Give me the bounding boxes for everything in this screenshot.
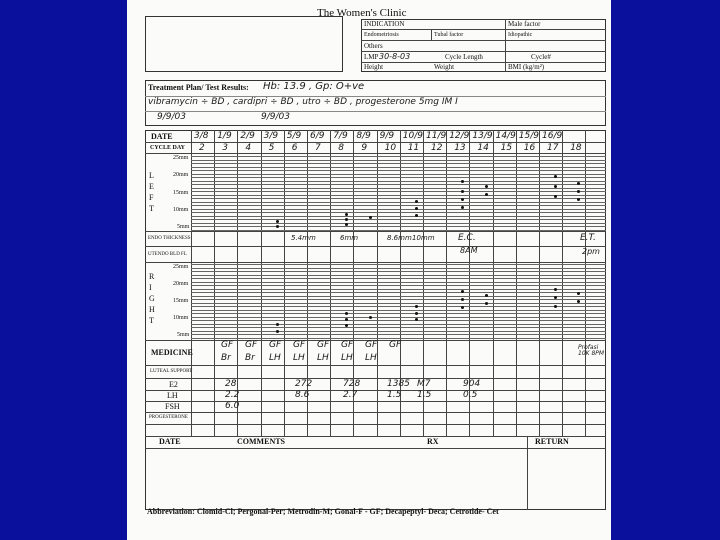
- medicine-top-cell: GF: [269, 340, 282, 350]
- treatment-line-3b: 9/9/03: [261, 112, 290, 122]
- right-mm-10: 10mm: [173, 315, 189, 321]
- follicle-mark: [276, 323, 279, 326]
- treatment-line-3a: 9/9/03: [157, 112, 186, 122]
- grid-line: [191, 285, 606, 286]
- grid-line: [191, 296, 606, 297]
- date-cell: 8/9: [356, 131, 371, 141]
- left-mm-5: 5mm: [177, 224, 190, 230]
- grid-line: [191, 163, 606, 164]
- grid-line: [191, 226, 606, 227]
- grid-line: [191, 275, 606, 276]
- date-cell: 15/9: [518, 131, 540, 141]
- fsh-value: 6.0: [225, 401, 240, 411]
- right-mm-5: 5mm: [177, 332, 190, 338]
- e2-value: 1385: [387, 379, 410, 389]
- cycle-number-label: Cycle#: [531, 53, 551, 61]
- medicine-top-cell: GF: [365, 340, 378, 350]
- treatment-line-2: vibramycin ÷ BD , cardipri ÷ BD , utro ÷ BD , progesterone 5mg IM I: [148, 97, 458, 107]
- left-mm-10: 10mm: [173, 207, 189, 213]
- cycle-day-cell: 16: [523, 143, 536, 153]
- fsh-label: FSH: [165, 402, 180, 411]
- luteal-support-label: LUTEAL SUPPORT: [150, 369, 193, 374]
- return-header: RETURN: [535, 437, 569, 446]
- grid-line: [191, 216, 606, 217]
- lh-value: 8.6: [295, 390, 310, 400]
- date-cell: 10/9: [402, 131, 424, 141]
- cycle-day-cell: 17: [547, 143, 559, 153]
- patient-info-box: [145, 16, 343, 72]
- grid-line: [191, 327, 606, 328]
- cycle-day-cell: 15: [500, 143, 513, 153]
- cycle-length-label: Cycle Length: [445, 53, 483, 61]
- follicle-mark: [415, 207, 418, 210]
- treatment-plan-label: Treatment Plan/ Test Results:: [148, 83, 249, 92]
- male-factor-label: Male factor: [508, 20, 541, 28]
- left-mm-25: 25mm: [173, 155, 189, 161]
- cycle-day-cell: 5: [268, 143, 275, 153]
- medicine-top-cell: GF: [389, 340, 402, 350]
- grid-line: [191, 177, 606, 178]
- comments-date-header: DATE: [159, 437, 181, 446]
- grid-line: [191, 167, 606, 168]
- follicle-mark: [415, 200, 418, 203]
- left-mm-15: 15mm: [173, 190, 189, 196]
- lh-value: 1.5: [387, 390, 402, 400]
- date-cell: 1/9: [217, 131, 232, 141]
- cycle-day-cell: 6: [291, 143, 298, 153]
- ec-time: 8AM: [460, 246, 478, 255]
- e2-label: E2: [169, 380, 178, 389]
- treatment-line-1: Hb: 13.9 , Gp: O+ve: [263, 81, 365, 92]
- endometriosis-label: Endometriosis: [364, 32, 399, 38]
- comments-header: COMMENTS: [237, 437, 285, 446]
- date-cell: 11/9: [426, 131, 447, 141]
- lh-value: 2.2: [225, 390, 240, 400]
- grid-line: [191, 160, 606, 161]
- grid-line: [191, 282, 606, 283]
- grid-line: [191, 299, 606, 300]
- medicine-bottom-cell: LH: [365, 353, 377, 363]
- follicle-mark: [485, 294, 488, 297]
- medicine-bottom-cell: Br: [245, 353, 255, 363]
- follicle-mark: [485, 185, 488, 188]
- e2-value: 728: [343, 379, 361, 389]
- bmi-label: BMI (kg/m²): [508, 63, 545, 71]
- date-cell: 9/9: [379, 131, 395, 141]
- left-letter-e: E: [149, 182, 154, 191]
- grid-line: [191, 170, 606, 171]
- right-mm-20: 20mm: [173, 281, 189, 287]
- grid-line: [191, 209, 606, 210]
- cycle-day-cell: 10: [384, 143, 397, 153]
- follicle-mark: [276, 225, 279, 228]
- grid-line: [191, 188, 606, 189]
- medicine-top-cell: GF: [341, 340, 354, 350]
- e2-value: 272: [295, 379, 313, 389]
- follicle-mark: [276, 330, 279, 333]
- progesterone-label: PROGESTERONE: [149, 415, 188, 420]
- follicle-mark: [369, 216, 372, 219]
- grid-line: [191, 184, 606, 185]
- follicle-mark: [369, 316, 372, 319]
- grid-line: [191, 198, 606, 199]
- cycle-day-cell: 18: [570, 143, 582, 153]
- others-label: Others: [364, 42, 383, 50]
- medicine-bottom-cell: LH: [341, 353, 353, 363]
- left-letter-f: F: [149, 193, 154, 202]
- endo-thickness-label: ENDO THICKNESS: [148, 236, 191, 241]
- lmp-value: 30-8-03: [379, 52, 411, 61]
- date-cell: 7/9: [333, 131, 348, 141]
- grid-line: [191, 338, 606, 339]
- date-cell: 14/9: [495, 131, 516, 141]
- right-letter-i: I: [149, 283, 152, 292]
- rx-header: RX: [427, 437, 439, 446]
- form-title: The Women's Clinic: [317, 7, 407, 19]
- medicine-top-cell: GF: [293, 340, 306, 350]
- grid-line: [191, 205, 606, 206]
- lh-value: 0.5: [463, 390, 478, 400]
- follicle-mark: [415, 318, 418, 321]
- indication-header: INDICATION: [364, 20, 405, 28]
- follicle-mark: [485, 193, 488, 196]
- follicle-mark: [276, 220, 279, 223]
- grid-line: [191, 223, 606, 224]
- cycle-day-cell: 12: [431, 143, 443, 153]
- date-cell: 12/9: [449, 131, 470, 141]
- abbreviation-line: Abbreviation: Clomid-Cl; Pergonal-Per; Metrodin-M; Gonal-F - GF; Decapeptyl- Deca; Cetrotide- Cet: [147, 507, 499, 516]
- grid-line: [191, 264, 606, 265]
- grid-line: [191, 219, 606, 220]
- right-letter-g: G: [149, 294, 155, 303]
- ec-text: E.C.: [458, 233, 476, 243]
- grid-line: [191, 212, 606, 213]
- cycle-day-label: CYCLE DAY: [150, 145, 185, 151]
- thickness-value-3: 8.6mm: [387, 234, 412, 242]
- grid-line: [191, 334, 606, 335]
- grid-line: [191, 320, 606, 321]
- lh-label: LH: [167, 391, 178, 400]
- grid-line: [191, 303, 606, 304]
- grid-line: [191, 313, 606, 314]
- follicle-mark: [415, 312, 418, 315]
- grid-line: [191, 278, 606, 279]
- date-cell: 3/8: [194, 131, 209, 141]
- grid-line: [191, 292, 606, 293]
- tubal-factor-label: Tubal factor: [434, 32, 464, 38]
- grid-line: [191, 271, 606, 272]
- right-letter-r: R: [149, 272, 155, 281]
- weight-label: Weight: [434, 63, 455, 71]
- cycle-day-cell: 7: [315, 143, 321, 153]
- medicine-bottom-cell: LH: [293, 353, 305, 363]
- grid-line: [191, 156, 606, 157]
- grid-line: [191, 181, 606, 182]
- clinic-form-sheet: [127, 0, 611, 540]
- cycle-day-cell: 9: [361, 143, 368, 153]
- right-mm-15: 15mm: [173, 298, 189, 304]
- date-cell: 16/9: [542, 131, 563, 141]
- cycle-day-cell: 11: [407, 143, 420, 153]
- left-letter-t: T: [149, 204, 154, 213]
- grid-line: [191, 202, 606, 203]
- grid-line: [191, 289, 606, 290]
- medicine-bottom-cell: LH: [317, 353, 329, 363]
- cycle-day-cell: 4: [245, 143, 252, 153]
- e2-value: M7: [417, 379, 431, 389]
- medicine-label: MEDICINE: [151, 348, 193, 357]
- date-row-label: DATE: [151, 132, 173, 141]
- lh-value: 1.5: [417, 390, 432, 400]
- follicle-mark: [485, 302, 488, 305]
- thickness-value-2: 6mm: [340, 234, 359, 242]
- cycle-day-cell: 2: [199, 143, 205, 153]
- date-cell: 13/9: [472, 131, 493, 141]
- thickness-value-1: 5.4mm: [291, 234, 316, 242]
- right-mm-25: 25mm: [173, 264, 189, 270]
- et-text: E.T.: [580, 233, 596, 243]
- lmp-label: LMP: [364, 53, 379, 61]
- right-letter-t: T: [149, 316, 154, 325]
- cycle-day-cell: 14: [477, 143, 489, 153]
- height-label: Height: [364, 63, 384, 71]
- grid-line: [191, 191, 606, 192]
- date-cell: 6/9: [310, 131, 325, 141]
- grid-line: [191, 268, 606, 269]
- e2-value: 904: [463, 379, 481, 389]
- right-letter-h: H: [149, 305, 155, 314]
- follicle-mark: [415, 214, 418, 217]
- idiopathic-label: Idiopathic: [508, 32, 533, 38]
- medicine-top-cell: GF: [221, 340, 234, 350]
- cycle-day-cell: 8: [338, 143, 344, 153]
- left-letter-l: L: [149, 171, 154, 180]
- grid-line: [191, 310, 606, 311]
- thickness-value-4: 10mm: [412, 234, 435, 242]
- e2-value: 28: [225, 379, 237, 389]
- date-cell: 5/9: [286, 131, 302, 141]
- grid-line: [191, 317, 606, 318]
- date-cell: 3/9: [263, 131, 279, 141]
- left-mm-20: 20mm: [173, 172, 189, 178]
- grid-line: [191, 174, 606, 175]
- grid-line: [191, 306, 606, 307]
- et-time: 2pm: [582, 247, 600, 256]
- endo-bld-label: UTENDO BLD FL: [148, 252, 187, 257]
- grid-line: [191, 331, 606, 332]
- medicine-top-cell: GF: [245, 340, 258, 350]
- cycle-day-cell: 3: [222, 143, 228, 153]
- medicine-bottom-cell: Br: [221, 353, 231, 363]
- grid-line: [191, 324, 606, 325]
- profasi-note: Profasi 10K 8PM: [578, 344, 605, 357]
- medicine-bottom-cell: LH: [269, 353, 281, 363]
- cycle-day-cell: 13: [454, 143, 466, 153]
- medicine-top-cell: GF: [317, 340, 330, 350]
- grid-line: [191, 195, 606, 196]
- lh-value: 2.7: [343, 390, 358, 400]
- date-cell: 2/9: [240, 131, 255, 141]
- follicle-mark: [415, 305, 418, 308]
